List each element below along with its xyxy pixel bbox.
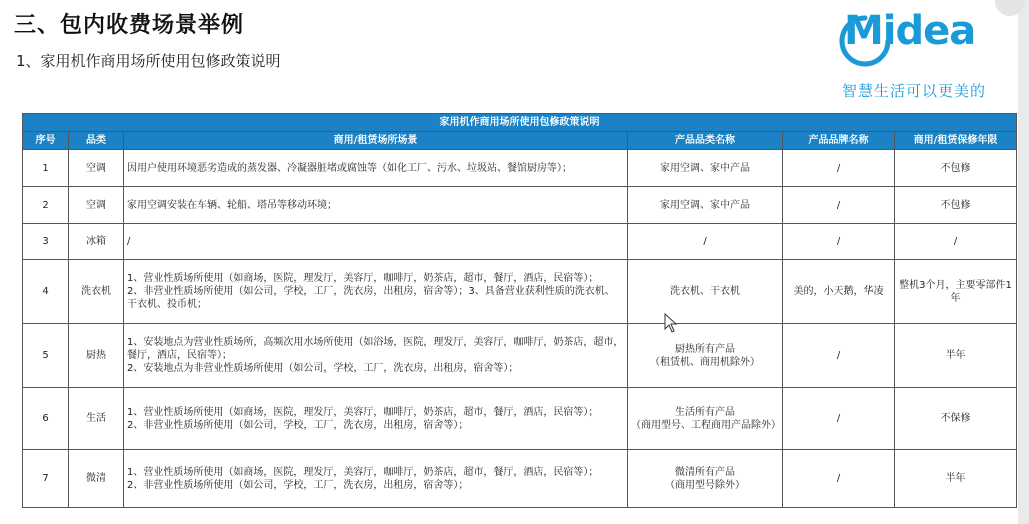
row-category: 空调 bbox=[69, 187, 124, 224]
column-header-category: 品类 bbox=[69, 132, 124, 150]
row-brand: / bbox=[783, 224, 895, 260]
row-warranty: 半年 bbox=[895, 450, 1017, 508]
brand-tagline: 智慧生活可以更美的 bbox=[842, 82, 987, 100]
row-product: 生活所有产品 （商用型号、工程商用产品除外） bbox=[628, 388, 783, 450]
page-title: 三、包内收费场景举例 bbox=[14, 13, 245, 38]
row-category: 厨热 bbox=[69, 324, 124, 388]
midea-logo bbox=[838, 8, 1008, 103]
row-scene: 1、营业性质场所使用（如商场，医院，理发厅，美容厅，咖啡厅，奶茶店，超市，餐厅，酒店，民宿等）； 2、非营业性质场所使用（如公司，学校，工厂，洗衣房，出租房，宿舍等）；3、具备营业获利性质的洗衣机、干衣机、投币机； bbox=[124, 260, 628, 324]
row-brand: / bbox=[783, 450, 895, 508]
column-header-no: 序号 bbox=[23, 132, 69, 150]
row-category: 空调 bbox=[69, 150, 124, 187]
row-brand: / bbox=[783, 388, 895, 450]
column-header-product: 产品品类名称 bbox=[628, 132, 783, 150]
row-product: 家用空调、家中产品 bbox=[628, 187, 783, 224]
row-no: 1 bbox=[23, 150, 69, 187]
row-scene: 1、营业性质场所使用（如商场，医院，理发厅，美容厅，咖啡厅，奶茶店，超市，餐厅，酒店，民宿等）； 2、非营业性质场所使用（如公司，学校，工厂，洗衣房，出租房，宿舍等）； bbox=[124, 450, 628, 508]
row-scene: 家用空调安装在车辆、轮船、塔吊等移动环境； bbox=[124, 187, 628, 224]
row-no: 5 bbox=[23, 324, 69, 388]
row-no: 4 bbox=[23, 260, 69, 324]
column-header-brand: 产品品牌名称 bbox=[783, 132, 895, 150]
section-subtitle: 1、家用机作商用场所使用包修政策说明 bbox=[16, 52, 281, 70]
row-warranty: 半年 bbox=[895, 324, 1017, 388]
row-brand: / bbox=[783, 150, 895, 187]
row-warranty: 不保修 bbox=[895, 388, 1017, 450]
row-brand: / bbox=[783, 187, 895, 224]
table-row bbox=[23, 260, 1017, 324]
row-scene: 因用户使用环境恶劣造成的蒸发器、冷凝器脏堵或腐蚀等（如化工厂、污水、垃圾站、餐馆厨房等）； bbox=[124, 150, 628, 187]
window-edge bbox=[1018, 0, 1029, 524]
column-header-warranty: 商用/租赁保修年限 bbox=[895, 132, 1017, 150]
row-category: 冰箱 bbox=[69, 224, 124, 260]
table-row bbox=[23, 224, 1017, 260]
brand-wordmark: Midea bbox=[844, 8, 976, 54]
row-scene: / bbox=[124, 224, 628, 260]
row-brand: 美的，小天鹅，华凌 bbox=[783, 260, 895, 324]
row-category: 微清 bbox=[69, 450, 124, 508]
table-row bbox=[23, 187, 1017, 224]
row-category: 生活 bbox=[69, 388, 124, 450]
row-product: 家用空调、家中产品 bbox=[628, 150, 783, 187]
column-header-scene: 商用/租赁场所场景 bbox=[124, 132, 628, 150]
row-category: 洗衣机 bbox=[69, 260, 124, 324]
row-product: 洗衣机、干衣机 bbox=[628, 260, 783, 324]
row-brand: / bbox=[783, 324, 895, 388]
row-warranty: 不包修 bbox=[895, 187, 1017, 224]
table-header-row bbox=[23, 132, 1017, 150]
row-no: 7 bbox=[23, 450, 69, 508]
row-scene: 1、营业性质场所使用（如商场，医院，理发厅，美容厅，咖啡厅，奶茶店，超市，餐厅，酒店，民宿等）； 2、非营业性质场所使用（如公司，学校，工厂，洗衣房，出租房，宿舍等）； bbox=[124, 388, 628, 450]
row-warranty: 整机3个月，主要零部件1年 bbox=[895, 260, 1017, 324]
row-warranty: / bbox=[895, 224, 1017, 260]
mouse-cursor-icon bbox=[664, 313, 678, 333]
warranty-policy-table bbox=[22, 113, 1017, 508]
row-product: 微清所有产品 （商用型号除外） bbox=[628, 450, 783, 508]
row-warranty: 不包修 bbox=[895, 150, 1017, 187]
row-product: 厨热所有产品 （租赁机、商用机除外） bbox=[628, 324, 783, 388]
row-product: / bbox=[628, 224, 783, 260]
row-no: 6 bbox=[23, 388, 69, 450]
row-scene: 1、安装地点为营业性质场所，高频次用水场所使用（如浴场，医院，理发厅，美容厅，咖啡厅，奶茶店，超市，餐厅，酒店，民宿等）； 2、安装地点为非营业性质场所使用（如公司，学校，工厂，洗衣房，出租房，宿舍等）； bbox=[124, 324, 628, 388]
row-no: 3 bbox=[23, 224, 69, 260]
table-row bbox=[23, 324, 1017, 388]
table-caption: 家用机作商用场所使用包修政策说明 bbox=[23, 114, 1017, 132]
table-row bbox=[23, 450, 1017, 508]
table-row bbox=[23, 150, 1017, 187]
row-no: 2 bbox=[23, 187, 69, 224]
table-row bbox=[23, 388, 1017, 450]
